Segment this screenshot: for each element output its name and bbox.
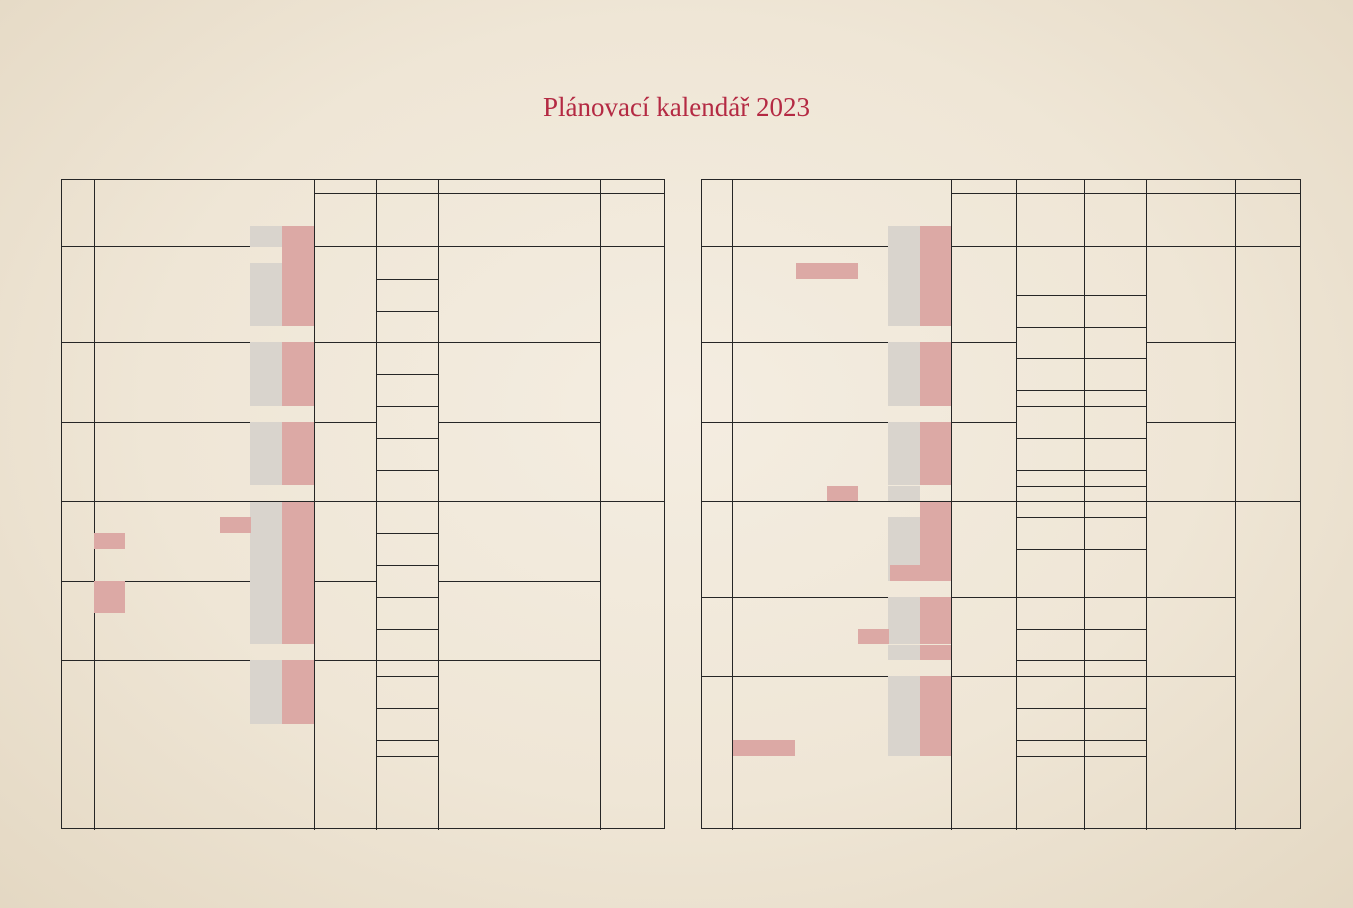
saturday-column-header	[250, 226, 282, 247]
saturday-cell	[888, 454, 920, 470]
month-block-rule	[1146, 676, 1235, 677]
decade-rule	[376, 470, 438, 471]
saturday-cell	[888, 438, 920, 454]
sunday-cell	[282, 549, 314, 565]
sunday-cell	[920, 501, 951, 517]
month-block-rule	[1146, 422, 1235, 423]
sunday-cell	[282, 692, 314, 708]
decade-rule	[1016, 676, 1146, 677]
decade-rule	[1016, 629, 1146, 630]
holiday-cell	[220, 517, 251, 533]
decade-rule	[1016, 470, 1146, 471]
saturday-cell	[888, 708, 920, 724]
sunday-cell	[920, 676, 951, 692]
saturday-cell	[888, 470, 920, 486]
holiday-cell	[858, 629, 889, 645]
decade-rule	[376, 533, 438, 534]
column-rule	[1084, 180, 1085, 830]
column-rule	[376, 180, 377, 830]
sunday-cell	[920, 279, 951, 295]
saturday-cell	[250, 358, 282, 374]
column-rule	[438, 180, 439, 830]
decade-rule	[1016, 358, 1146, 359]
saturday-column-header	[888, 226, 920, 247]
month-block-rule	[438, 422, 600, 423]
holiday-cell	[827, 486, 858, 502]
month-rule	[62, 422, 376, 423]
column-rule	[314, 180, 315, 830]
saturday-cell	[888, 597, 920, 613]
page-right	[701, 179, 1301, 829]
saturday-cell	[888, 549, 920, 565]
saturday-cell	[250, 454, 282, 470]
saturday-cell	[888, 724, 920, 740]
decade-rule	[376, 676, 438, 677]
decade-rule	[1016, 708, 1146, 709]
sunday-cell	[920, 613, 951, 629]
column-rule	[600, 180, 601, 830]
header-rule-top	[951, 193, 1300, 194]
sunday-cell	[282, 708, 314, 724]
saturday-cell	[250, 263, 282, 279]
month-rule	[702, 676, 1016, 677]
sunday-cell	[282, 279, 314, 295]
saturday-cell	[888, 358, 920, 374]
sunday-cell	[920, 390, 951, 406]
decade-rule	[376, 629, 438, 630]
sunday-cell	[920, 724, 951, 740]
saturday-cell	[888, 263, 920, 279]
quarter-rule	[702, 501, 1300, 502]
sunday-cell	[920, 692, 951, 708]
month-block-rule	[1146, 597, 1235, 598]
sunday-cell	[920, 740, 951, 756]
decade-rule	[1016, 549, 1146, 550]
sunday-cell	[282, 295, 314, 311]
month-rule	[62, 660, 376, 661]
sunday-cell	[282, 676, 314, 692]
saturday-cell	[888, 422, 920, 438]
sunday-column-header	[920, 226, 951, 247]
month-block-rule	[1146, 342, 1235, 343]
sunday-cell	[282, 501, 314, 517]
saturday-cell	[888, 629, 920, 645]
column-rule	[951, 180, 952, 830]
holiday-cell	[94, 533, 125, 549]
decade-rule	[376, 374, 438, 375]
saturday-cell	[888, 486, 920, 502]
decade-rule	[376, 406, 438, 407]
saturday-cell	[250, 342, 282, 358]
month-rule	[62, 342, 376, 343]
sunday-column-header	[282, 226, 314, 247]
sunday-cell	[282, 247, 314, 263]
holiday-cell	[764, 740, 795, 756]
decade-rule	[376, 501, 438, 502]
sunday-cell	[282, 565, 314, 581]
header-rule-bottom	[702, 246, 1300, 247]
saturday-cell	[888, 390, 920, 406]
sunday-cell	[282, 597, 314, 613]
sunday-cell	[282, 374, 314, 390]
decade-rule	[376, 565, 438, 566]
sunday-cell	[282, 422, 314, 438]
saturday-cell	[250, 390, 282, 406]
sunday-cell	[282, 613, 314, 629]
saturday-cell	[888, 676, 920, 692]
decade-rule	[1016, 517, 1146, 518]
sunday-cell	[282, 358, 314, 374]
sunday-cell	[282, 454, 314, 470]
month-rule	[702, 422, 1016, 423]
saturday-cell	[250, 613, 282, 629]
page-left	[61, 179, 665, 829]
sunday-cell	[282, 660, 314, 676]
decade-rule	[1016, 327, 1146, 328]
saturday-cell	[250, 311, 282, 327]
saturday-cell	[888, 247, 920, 263]
sunday-cell	[920, 342, 951, 358]
decade-rule	[1016, 660, 1146, 661]
saturday-cell	[250, 533, 282, 549]
saturday-cell	[888, 517, 920, 533]
sunday-cell	[920, 629, 951, 645]
sunday-cell	[282, 342, 314, 358]
sunday-cell	[920, 422, 951, 438]
saturday-cell	[250, 438, 282, 454]
decade-rule	[376, 311, 438, 312]
decade-rule	[1016, 597, 1146, 598]
saturday-cell	[250, 501, 282, 517]
header-rule-top	[314, 193, 664, 194]
saturday-cell	[250, 295, 282, 311]
saturday-cell	[250, 374, 282, 390]
decade-rule	[1016, 438, 1146, 439]
sunday-cell	[920, 645, 951, 661]
sunday-cell	[282, 517, 314, 533]
decade-rule	[376, 740, 438, 741]
saturday-cell	[250, 597, 282, 613]
sunday-cell	[920, 374, 951, 390]
saturday-cell	[888, 295, 920, 311]
saturday-cell	[250, 422, 282, 438]
sunday-cell	[282, 470, 314, 486]
saturday-cell	[250, 517, 282, 533]
sunday-cell	[920, 295, 951, 311]
decade-rule	[376, 660, 438, 661]
saturday-cell	[888, 613, 920, 629]
sunday-cell	[920, 597, 951, 613]
saturday-cell	[250, 676, 282, 692]
decade-rule	[376, 597, 438, 598]
column-rule	[94, 180, 95, 830]
saturday-cell	[250, 708, 282, 724]
saturday-cell	[250, 279, 282, 295]
holiday-cell	[796, 263, 827, 279]
page-title: Plánovací kalendář 2023	[543, 92, 810, 122]
sunday-cell	[920, 549, 951, 565]
decade-rule	[1016, 756, 1146, 757]
saturday-cell	[888, 342, 920, 358]
saturday-cell	[250, 549, 282, 565]
saturday-cell	[250, 565, 282, 581]
sunday-cell	[920, 358, 951, 374]
saturday-cell	[888, 374, 920, 390]
saturday-cell	[888, 645, 920, 661]
sunday-cell	[920, 708, 951, 724]
quarter-rule	[62, 501, 664, 502]
month-block-rule	[438, 581, 600, 582]
holiday-cell	[94, 581, 125, 597]
sunday-cell	[920, 311, 951, 327]
sunday-cell	[282, 581, 314, 597]
decade-rule	[376, 756, 438, 757]
decade-rule	[376, 708, 438, 709]
decade-rule	[376, 342, 438, 343]
sunday-cell	[282, 390, 314, 406]
sunday-cell	[282, 438, 314, 454]
month-rule	[702, 342, 1016, 343]
month-rule	[702, 597, 1016, 598]
month-block-rule	[438, 342, 600, 343]
saturday-cell	[888, 740, 920, 756]
decade-rule	[1016, 740, 1146, 741]
saturday-cell	[250, 692, 282, 708]
column-rule	[1016, 180, 1017, 830]
holiday-cell	[890, 565, 921, 581]
sunday-cell	[920, 438, 951, 454]
decade-rule	[376, 279, 438, 280]
holiday-cell	[733, 740, 764, 756]
sunday-cell	[920, 533, 951, 549]
sunday-cell	[282, 311, 314, 327]
sunday-cell	[282, 263, 314, 279]
header-rule-bottom	[62, 246, 664, 247]
sunday-cell	[282, 629, 314, 645]
decade-rule	[1016, 406, 1146, 407]
column-rule	[732, 180, 733, 830]
saturday-cell	[888, 533, 920, 549]
saturday-cell	[250, 660, 282, 676]
sunday-cell	[920, 247, 951, 263]
sunday-cell	[920, 454, 951, 470]
sunday-cell	[282, 533, 314, 549]
saturday-cell	[250, 470, 282, 486]
decade-rule	[1016, 295, 1146, 296]
column-rule	[1235, 180, 1236, 830]
column-rule	[1146, 180, 1147, 830]
saturday-cell	[888, 279, 920, 295]
sunday-cell	[920, 565, 951, 581]
holiday-cell	[827, 263, 858, 279]
sunday-cell	[920, 263, 951, 279]
saturday-cell	[250, 629, 282, 645]
decade-rule	[1016, 486, 1146, 487]
saturday-cell	[250, 581, 282, 597]
decade-rule	[1016, 390, 1146, 391]
holiday-cell	[94, 597, 125, 613]
sunday-cell	[920, 470, 951, 486]
decade-rule	[376, 438, 438, 439]
saturday-cell	[888, 311, 920, 327]
saturday-cell	[888, 692, 920, 708]
sunday-cell	[920, 517, 951, 533]
month-block-rule	[438, 660, 600, 661]
